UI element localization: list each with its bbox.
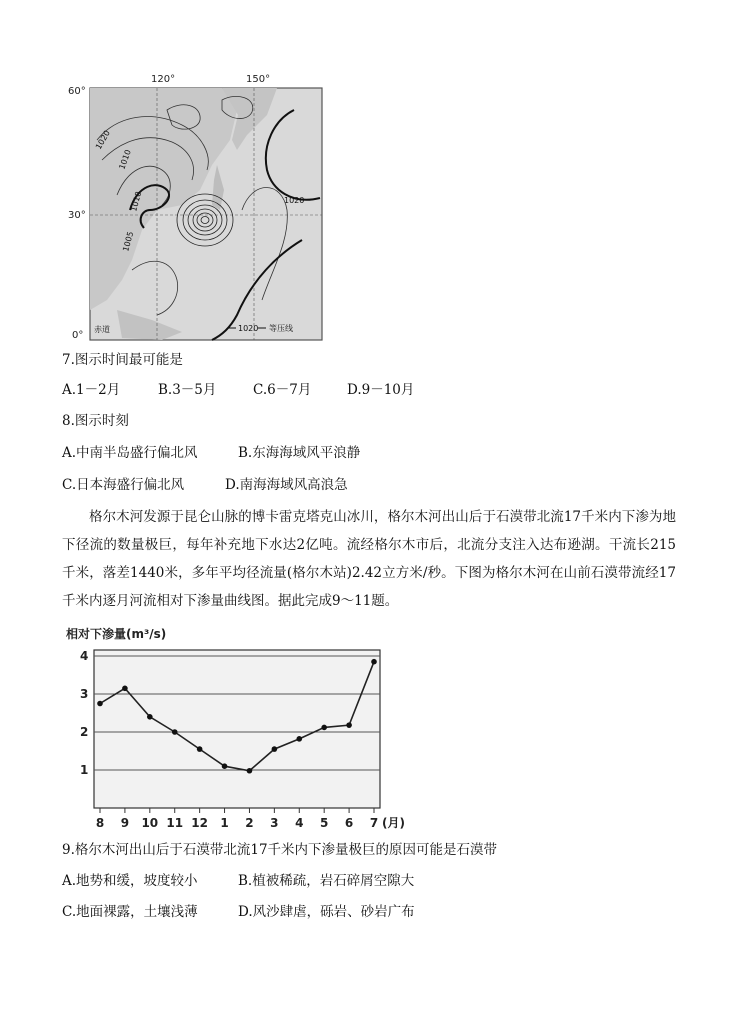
lon-label-120: 120° [151,74,176,85]
q7-option-b[interactable]: B.3－5月 [158,382,217,398]
lat-label-30: 30° [68,210,86,221]
q7-option-a[interactable]: A.1－2月 [62,382,121,398]
q8-option-a[interactable]: A.中南半岛盛行偏北风 [62,445,198,461]
q8-option-b[interactable]: B.东海海域风平浪静 [238,445,361,461]
chart-x-tick-label: 6 [344,816,354,830]
infiltration-chart [62,624,405,834]
chart-x-tick-label: 2 [245,816,254,830]
legend-text: 等压线 [269,324,293,333]
q8-option-d[interactable]: D.南海海域风高浪急 [225,477,348,493]
isobar-label-1020-west: 1020 [93,128,112,151]
lon-label-150: 150° [246,74,271,85]
chart-point-5 [321,725,327,731]
reading-passage: 格尔木河发源于昆仑山脉的博卡雷克塔克山冰川，格尔木河出山后于石漠带北流17千米内下渗为地下径流的数量极巨，每年补充地下水达2亿吨。流经格尔木市后，北流分支注入达布逊湖。干流长215千米，落差1440米，多年平均径流量(格尔木站)2.42立方米/秒。下图为格尔木河在山前石漠带流经17千米内逐月河流相对下渗量曲线图。据此完成9～11题。 [62,509,676,609]
chart-y-tick-label: 3 [80,687,89,701]
question-8-stem: 8.图示时刻 [62,413,129,429]
chart-y-tick-label: 2 [80,725,89,739]
equator-label: 赤道 [94,325,110,334]
isobar-label-1005: 1005 [121,230,136,253]
q7-option-d[interactable]: D.9－10月 [347,382,415,398]
question-9-stem: 9.格尔木河出山后于石漠带北流17千米内下渗量极巨的原因可能是石漠带 [62,842,498,858]
chart-point-6 [346,722,352,728]
lat-label-0: 0° [72,330,84,341]
chart-point-10 [147,714,153,720]
isobar-label-1010-center: 1010 [129,190,144,213]
lat-label-60: 60° [68,86,86,97]
chart-y-ticks [80,649,88,777]
chart-y-tick-label: 1 [80,763,89,777]
q9-option-b[interactable]: B.植被稀疏，岩石碎屑空隙大 [238,873,415,889]
q9-option-c[interactable]: C.地面裸露，土壤浅薄 [62,904,198,920]
weather-map-svg [62,70,330,342]
isobar-label-1010-west: 1010 [117,148,133,171]
chart-x-tick-label: 5 [320,816,329,830]
chart-plot-frame [94,650,380,808]
chart-grid [94,650,380,808]
chart-point-3 [272,746,278,752]
q8-option-c[interactable]: C.日本海盛行偏北风 [62,477,185,493]
chart-x-tick-label: 1 [220,816,229,830]
q9-option-a[interactable]: A.地势和缓，坡度较小 [62,873,198,889]
legend-value: 1020 [238,324,259,333]
chart-x-tick-label: 7 [369,816,379,830]
chart-point-1 [222,763,228,769]
chart-point-2 [247,768,253,774]
chart-x-ticks [96,808,378,830]
chart-x-tick-label: 10 [141,816,159,830]
isobar-label-1020-east: 1020 [284,196,305,205]
chart-point-4 [296,736,302,742]
chart-point-7 [371,659,377,665]
question-7-stem: 7.图示时间最可能是 [62,352,183,368]
q9-option-d[interactable]: D.风沙肆虐，砾岩、砂岩广布 [238,904,415,920]
weather-map [62,70,330,342]
chart-x-tick-label: 12 [191,816,208,830]
chart-y-tick-label: 4 [80,649,89,663]
chart-point-12 [197,746,203,752]
q7-option-c[interactable]: C.6－7月 [253,382,312,398]
chart-point-8 [97,701,103,707]
infiltration-chart-svg [62,624,405,834]
chart-x-tick-label: 9 [120,816,130,830]
chart-point-9 [122,686,128,692]
chart-x-tick-label: 8 [95,816,105,830]
chart-x-tick-label: 3 [270,816,279,830]
chart-point-11 [172,729,178,735]
chart-y-axis-label: 相对下渗量(m³/s) [66,627,167,641]
chart-x-tick-label: 4 [295,816,304,830]
chart-x-tick-label: 11 [166,816,184,830]
chart-x-axis-unit: (月) [382,816,405,830]
